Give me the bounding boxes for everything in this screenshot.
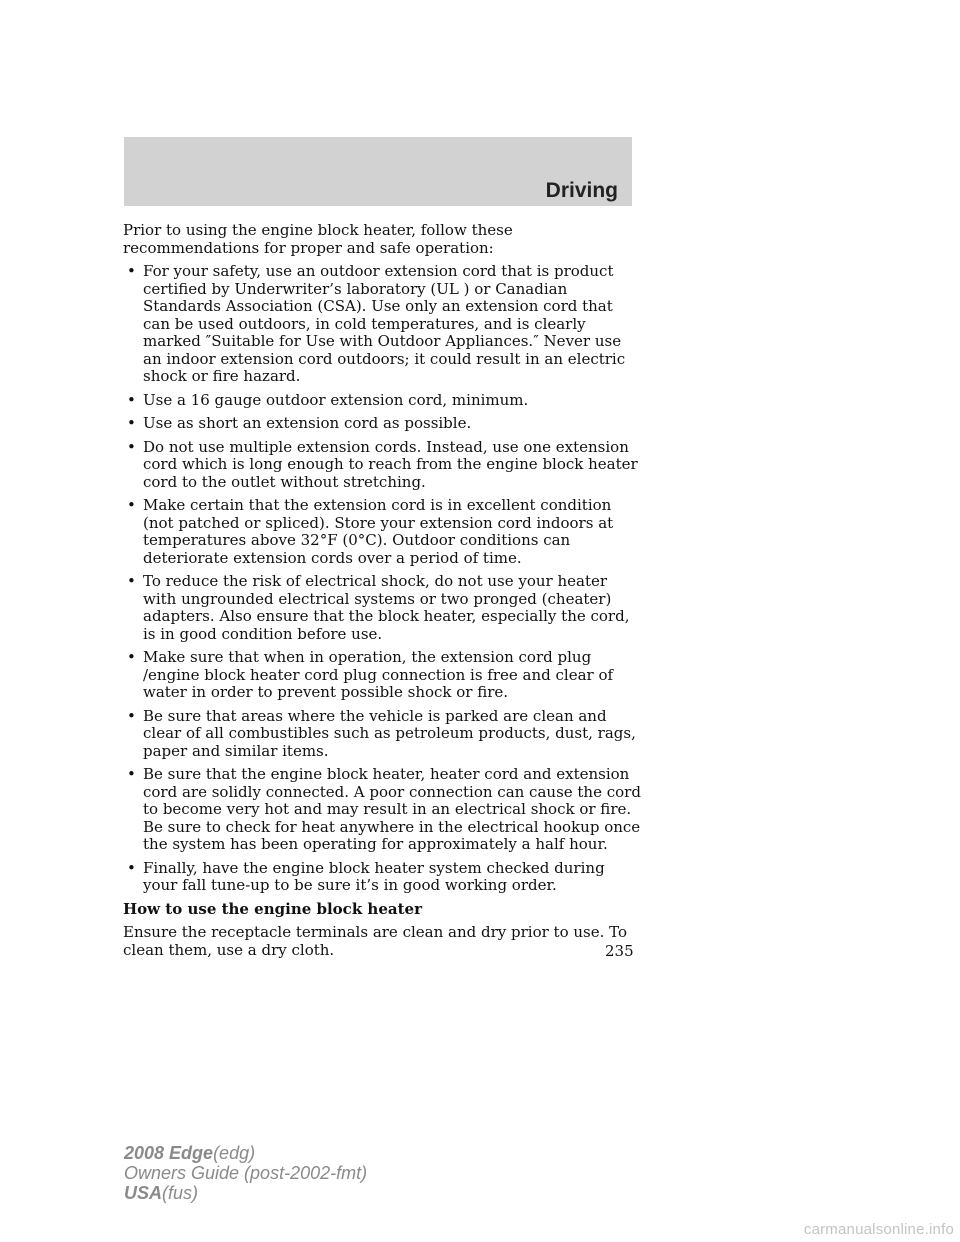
list-item xyxy=(123,708,643,761)
section-header-band xyxy=(124,137,632,206)
list-item xyxy=(123,392,643,410)
list-item-text: Finally, have the engine block heater system checked during your fall tune-up to be sure it’s in good working order. xyxy=(143,858,605,894)
list-item xyxy=(123,263,643,386)
footer-region-code: (fus) xyxy=(162,1183,199,1203)
bullet-icon: • xyxy=(127,765,136,783)
footer-line-3 xyxy=(124,1183,367,1203)
list-item xyxy=(123,497,643,567)
bullet-icon: • xyxy=(127,572,136,590)
watermark: carmanualsonline.info xyxy=(803,1221,954,1238)
list-item xyxy=(123,415,643,433)
bullet-icon: • xyxy=(127,390,136,409)
footer-model: 2008 Edge xyxy=(124,1143,214,1163)
list-item-text: Make sure that when in operation, the extension cord plug /engine block heater cord plug connection is free and clear of water in order to prevent possible shock or fire. xyxy=(143,648,614,701)
list-item-text: Use a 16 gauge outdoor extension cord, minimum. xyxy=(143,390,529,409)
bullet-icon: • xyxy=(127,706,136,725)
bullet-icon: • xyxy=(127,262,136,280)
list-item xyxy=(123,439,643,492)
list-item-text: To reduce the risk of electrical shock, do not use your heater with ungrounded electrical systems or two pronged (cheater) adapters. Also ensure that the block heater, especially the cord, is in good condition before use. xyxy=(143,572,630,643)
recommendation-list xyxy=(123,263,643,895)
list-item-text: Make certain that the extension cord is in excellent condition (not patched or spliced). Store your extension cord indoors at temperatures above 32°F (0°C). Outdoor conditions can deteriorate extension cords over a period of time. xyxy=(143,496,614,567)
footer-line-1 xyxy=(124,1143,367,1163)
bullet-icon: • xyxy=(127,858,136,877)
footer-line-2: Owners Guide (post-2002-fmt) xyxy=(124,1163,368,1183)
page-number: 235 xyxy=(605,942,634,960)
footer-model-code: (edg) xyxy=(213,1143,256,1163)
subheading: How to use the engine block heater xyxy=(123,899,422,918)
list-item xyxy=(123,573,643,643)
list-item xyxy=(123,766,643,854)
bullet-icon: • xyxy=(127,496,136,514)
page-content xyxy=(123,222,643,965)
bullet-icon: • xyxy=(127,648,136,666)
closing-paragraph: Ensure the receptacle terminals are clean and dry prior to use. To clean them, use a dry cloth. xyxy=(123,923,628,959)
list-item-text: Use as short an extension cord as possible. xyxy=(143,414,472,432)
bullet-icon: • xyxy=(127,414,136,432)
list-item-text: Do not use multiple extension cords. Instead, use one extension cord which is long enough to reach from the engine block heater cord to the outlet without stretching. xyxy=(143,437,638,491)
footer-region: USA xyxy=(124,1183,163,1203)
list-item xyxy=(123,649,643,702)
list-item-text: Be sure that the engine block heater, heater cord and extension cord are solidly connected. A poor connection can cause the cord to become very hot and may result in an electrical shock or fire. Be sure to check for heat anywhere in the electrical hookup once the system has been operating for approximately a half hour. xyxy=(143,765,641,853)
footer xyxy=(124,1143,367,1203)
list-item-text: For your safety, use an outdoor extension cord that is product certified by Underwriter’s laboratory (UL ) or Canadian Standards Association (CSA). Use only an extension cord that can be used outdoors, in cold temperatures, and is clearly marked ″Suitable for Use with Outdoor Appliances.″ Never use an indoor extension cord outdoors; it could result in an electric shock or fire hazard. xyxy=(143,262,626,385)
bullet-icon: • xyxy=(127,437,136,456)
section-title: Driving xyxy=(545,179,618,202)
list-item xyxy=(123,860,643,895)
intro-paragraph: Prior to using the engine block heater, follow these recommendations for proper and safe operation: xyxy=(123,221,513,257)
list-item-text: Be sure that areas where the vehicle is parked are clean and clear of all combustibles such as petroleum products, dust, rags, paper and similar items. xyxy=(143,706,636,760)
